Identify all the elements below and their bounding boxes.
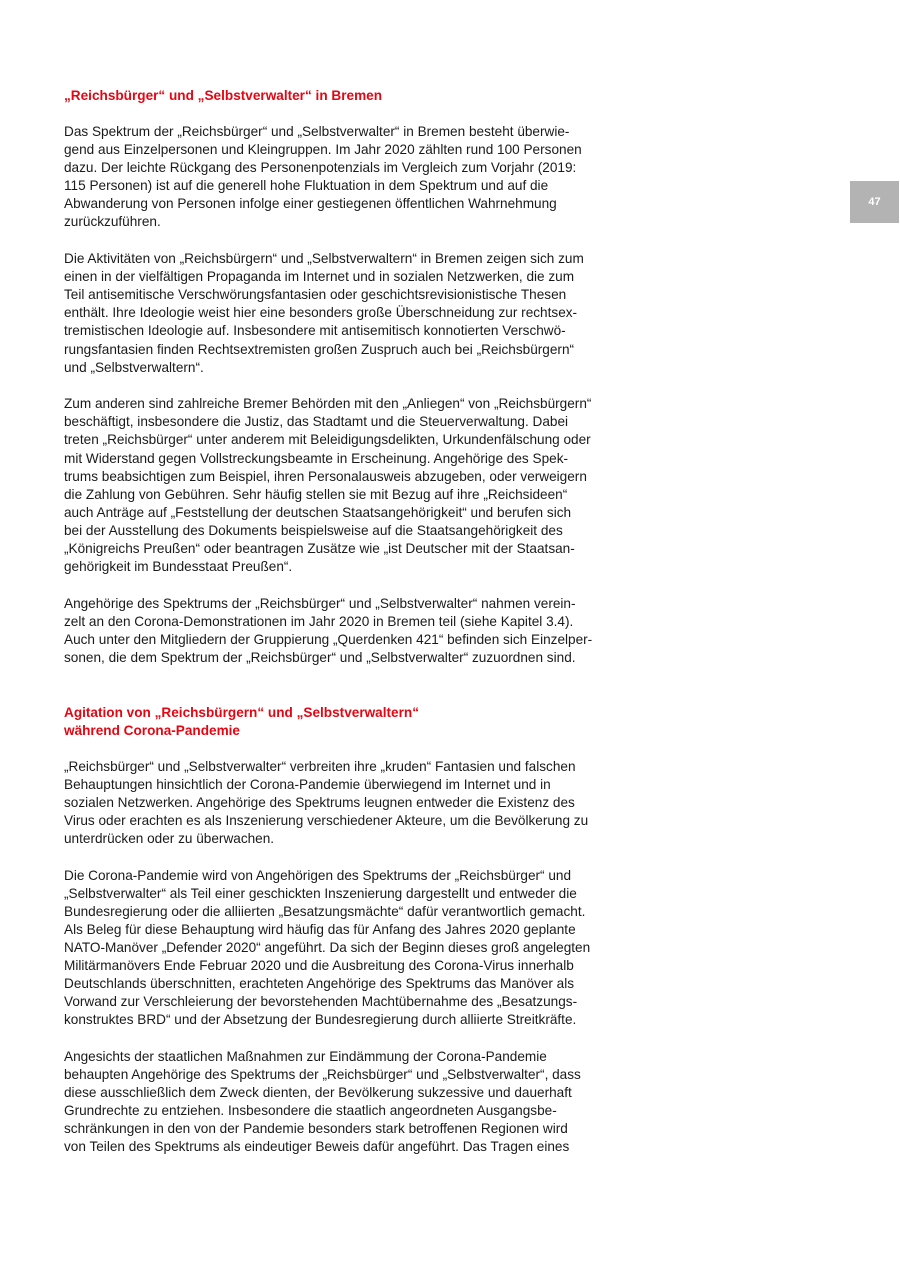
paragraph-line: Angesichts der staatlichen Maßnahmen zur Eindämmung der Corona-Pandemie [64, 1048, 547, 1064]
paragraph-line: von Teilen des Spektrums als eindeutiger Beweis dafür angeführt. Das Tragen eines [64, 1139, 570, 1155]
section-heading [64, 87, 616, 105]
paragraph-line: treten „Reichsbürger“ unter anderem mit Beleidigungsdelikten, Urkundenfälschung oder [64, 432, 591, 448]
paragraph-line: Zum anderen sind zahlreiche Bremer Behörden mit den „Anliegen“ von „Reichsbürgern“ [64, 396, 592, 412]
paragraph-line: Als Beleg für diese Behauptung wird häufig das für Anfang des Jahres 2020 geplante [64, 921, 576, 937]
paragraph-line: Abwanderung von Personen infolge einer gestiegenen öffentlichen Wahrnehmung [64, 196, 557, 212]
paragraph-line: zelt an den Corona-Demonstrationen im Jahr 2020 in Bremen teil (siehe Kapitel 3.4). [64, 613, 574, 629]
section-heading [64, 704, 616, 740]
paragraph-line: enthält. Ihre Ideologie weist hier eine besonders große Überschneidung zur rechtsex- [64, 305, 578, 321]
paragraph-line: 115 Personen) ist auf die generell hohe Fluktuation in dem Spektrum und auf die [64, 178, 549, 194]
heading-line: während Corona-Pandemie [64, 722, 240, 738]
body-paragraph [64, 123, 616, 232]
paragraph-line: sozialen Netzwerken. Angehörige des Spektrums leugnen entweder die Existenz des [64, 794, 575, 810]
heading-line: Agitation von „Reichsbürgern“ und „Selbstverwaltern“ [64, 704, 419, 720]
paragraph-line: diese ausschließlich dem Zweck dienten, der Bevölkerung sukzessive und dauerhaft [64, 1085, 572, 1101]
page-number: 47 [868, 196, 881, 208]
paragraph-line: „Selbstverwalter“ als Teil einer geschickten Inszenierung dargestellt und entweder die [64, 885, 577, 901]
paragraph-line: einen in der vielfältigen Propaganda im Internet und in sozialen Netzwerken, die zum [64, 269, 575, 285]
paragraph-line: rungsfantasien finden Rechtsextremisten großen Zuspruch auch bei „Reichsbürgern“ [64, 341, 575, 357]
paragraph-line: Bundesregierung oder die alliierten „Besatzungsmächte“ dafür verantwortlich gemacht. [64, 903, 586, 919]
paragraph-line: auch Anträge auf „Feststellung der deutschen Staatsangehörigkeit“ und berufen sich [64, 504, 572, 520]
paragraph-line: Militärmanövers Ende Februar 2020 und die Ausbreitung des Corona-Virus innerhalb [64, 957, 574, 973]
paragraph-line: beschäftigt, insbesondere die Justiz, das Stadtamt und die Steuerverwaltung. Dabei [64, 414, 569, 430]
paragraph-line: „Reichsbürger“ und „Selbstverwalter“ verbreiten ihre „kruden“ Fantasien und falschen [64, 758, 576, 774]
body-paragraph [64, 250, 616, 377]
paragraph-line: gend aus Einzelpersonen und Kleingruppen. Im Jahr 2020 zählten rund 100 Personen [64, 142, 582, 158]
paragraph-line: Teil antisemitische Verschwörungsfantasien oder geschichtsrevisionistische Thesen [64, 287, 567, 303]
paragraph-line: die Zahlung von Gebühren. Sehr häufig stellen sie mit Bezug auf ihre „Reichsideen“ [64, 486, 568, 502]
paragraph-line: trums beabsichtigen zum Beispiel, ihren Personalausweis abzugeben, oder verweigern [64, 468, 587, 484]
paragraph-line: Deutschlands überschnitten, erachteten Angehörige des Spektrums das Manöver als [64, 976, 575, 992]
document-body [64, 87, 616, 1156]
paragraph-line: Angehörige des Spektrums der „Reichsbürger“ und „Selbstverwalter“ nahmen verein- [64, 595, 576, 611]
paragraph-line: bei der Ausstellung des Dokuments beispielsweise auf die Staatsangehörigkeit des [64, 522, 563, 538]
heading-line: „Reichsbürger“ und „Selbstverwalter“ in Bremen [64, 88, 383, 103]
body-paragraph [64, 395, 616, 576]
body-paragraph [64, 758, 616, 848]
paragraph-line: Virus oder erachten es als Inszenierung verschiedener Akteure, um die Bevölkerung zu [64, 812, 589, 828]
paragraph-line: mit Widerstand gegen Vollstreckungsbeamte in Erscheinung. Angehörige des Spek- [64, 450, 569, 466]
paragraph-line: sonen, die dem Spektrum der „Reichsbürger“ und „Selbstverwalter“ zuzuordnen sind. [64, 649, 576, 665]
paragraph-line: Das Spektrum der „Reichsbürger“ und „Selbstverwalter“ in Bremen besteht überwie- [64, 124, 570, 139]
paragraph-line: Vorwand zur Verschleierung der bevorstehenden Machtübernahme des „Besatzungs- [64, 994, 578, 1010]
body-paragraph [64, 867, 616, 1030]
body-paragraph [64, 595, 616, 667]
paragraph-line: zurückzuführen. [64, 214, 161, 230]
paragraph-line: dazu. Der leichte Rückgang des Personenpotenzials im Vergleich zum Vorjahr (2019: [64, 160, 577, 176]
paragraph-line: unterdrücken oder zu überwachen. [64, 830, 275, 846]
page-number-tab [850, 181, 899, 223]
paragraph-line: Auch unter den Mitgliedern der Gruppierung „Querdenken 421“ befinden sich Einzelper- [64, 631, 593, 647]
paragraph-line: schränkungen in den von der Pandemie besonders stark betroffenen Regionen wird [64, 1121, 568, 1137]
paragraph-line: tremistischen Ideologie auf. Insbesondere mit antisemitisch konnotierten Verschwö- [64, 323, 566, 339]
paragraph-line: und „Selbstverwaltern“. [64, 359, 204, 375]
paragraph-line: behaupten Angehörige des Spektrums der „Reichsbürger“ und „Selbstverwalter“, dass [64, 1066, 581, 1082]
section-spacer [64, 667, 616, 704]
paragraph-line: „Königreichs Preußen“ oder beantragen Zusätze wie „ist Deutscher mit der Staatsan- [64, 540, 575, 556]
paragraph-line: Behauptungen hinsichtlich der Corona-Pandemie überwiegend im Internet und in [64, 776, 551, 792]
paragraph-line: NATO-Manöver „Defender 2020“ angeführt. Da sich der Beginn dieses groß angelegten [64, 939, 591, 955]
paragraph-line: Die Aktivitäten von „Reichsbürgern“ und „Selbstverwaltern“ in Bremen zeigen sich zum [64, 251, 584, 267]
paragraph-line: Die Corona-Pandemie wird von Angehörigen des Spektrums der „Reichsbürger“ und [64, 867, 572, 883]
paragraph-line: gehörigkeit im Bundesstaat Preußen“. [64, 559, 293, 575]
body-paragraph [64, 1048, 616, 1157]
paragraph-line: Grundrechte zu entziehen. Insbesondere die staatlich angeordneten Ausgangsbe- [64, 1103, 557, 1119]
paragraph-line: konstruktes BRD“ und der Absetzung der Bundesregierung durch alliierte Streitkräfte. [64, 1012, 577, 1028]
